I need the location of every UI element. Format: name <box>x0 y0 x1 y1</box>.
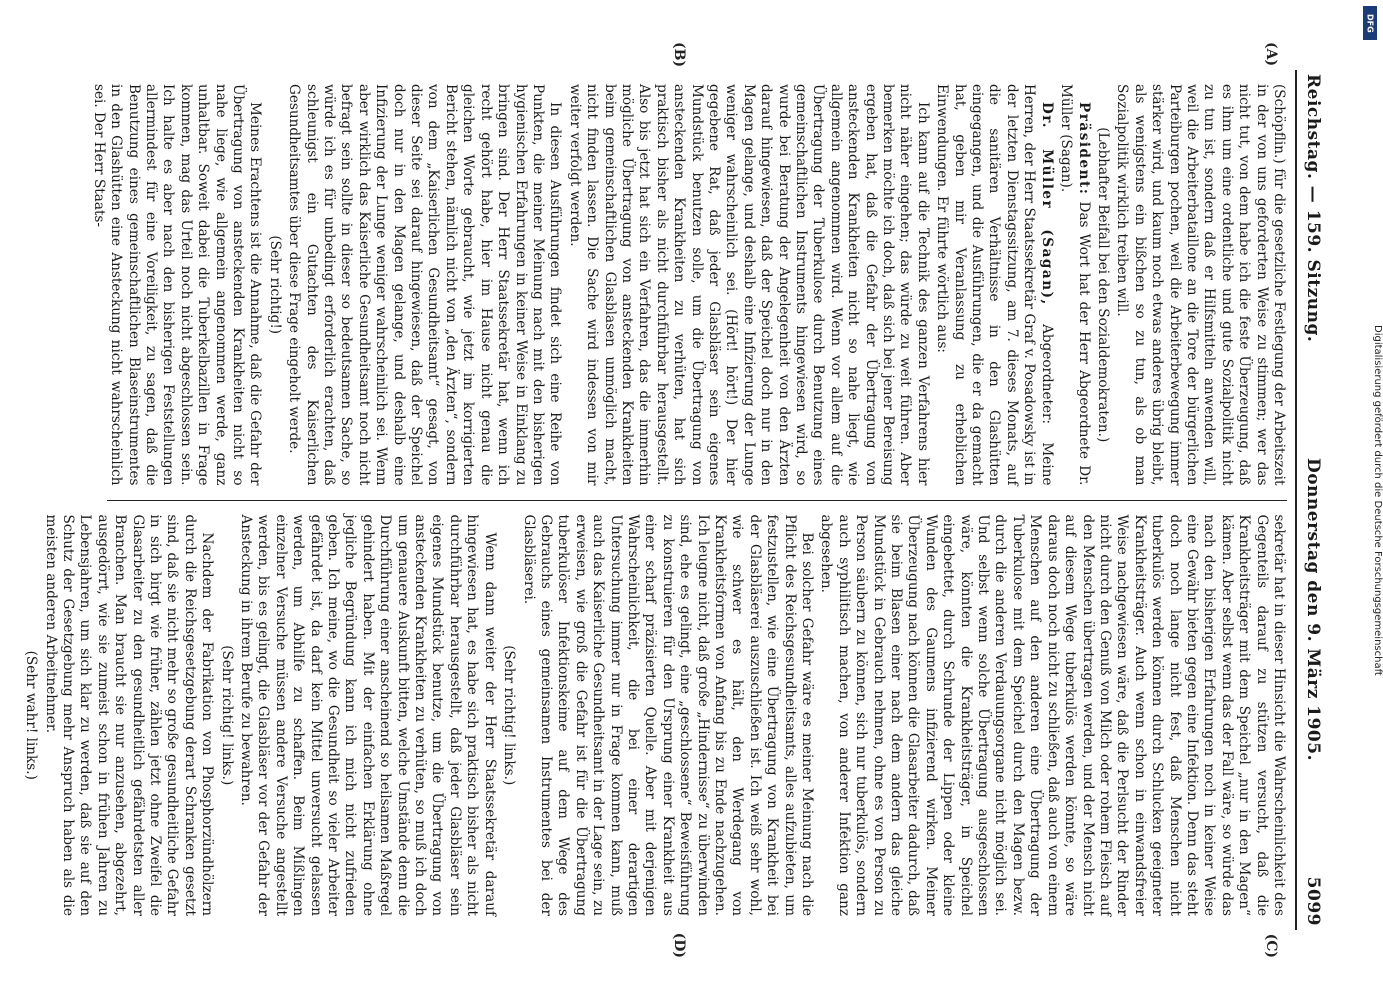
paragraph-text: Abgeordneter: Meine Herren, der Herr Staatssekretär Graf v. Posadowsky ist in der letzten Dienstagssitzung, am 7. dieses Monats, auf die sanitären Verhältnisse in den Glashütten eingegangen, und die Ausführungen, die er da gemacht hat, geben mir Veranlassung zu erheblichen Einwendungen. Er führte wörtlich aus: <box>934 84 1055 486</box>
digitization-note: Digitalisierung gefördert durch die Deutsche Forschungsgemeinschaft <box>1372 324 1383 676</box>
speaker-name: Präsident: <box>1075 102 1092 196</box>
header-date: Donnerstag den 9. März 1905. <box>1303 457 1323 762</box>
margin-letter-d: (D) <box>671 932 687 958</box>
left-column <box>90 70 1287 500</box>
right-column <box>23 500 1287 931</box>
margin-letter-b: (B) <box>671 42 687 68</box>
interjection: (Sehr wahr! links.) <box>23 650 40 780</box>
interjection: (Sehr richtig! links.) <box>218 645 235 786</box>
paragraph <box>933 84 1055 486</box>
paragraph: Wenn dann weiter der Herr Staatssekretär darauf hingewiesen hat, es habe sich praktisch bisher als nicht durchführbar herausgestellt, daß jeder Glasbläser sein eigenes Mundstück benutze, um die Übertragung von ansteckenden Krankheiten zu verhüten, so muß ich doch um genauere Auskunft bitten, welche Umstände denn die Durchführung einer anscheinend so heilsamen Maßregel gehindert haben. Mit der einfachen Erklärung ohne jegliche Begründung kann ich mich nicht zufrieden geben. Ich meine, wo die Gesundheit so vieler Arbeiter gefährdet ist, da darf kein Mittel unversucht gelassen werden, um Abhilfe zu schaffen. Beim Mißlingen einzelner Versuche müssen andere Versuche angestellt werden, bis es gelingt, die Glasbläser vor der Gefahr der Ansteckung in ihrem Berufe zu bewahren. <box>238 514 498 916</box>
paragraph: Meines Erachtens ist die Annahme, daß die Gefahr der Übertragung von ansteckenden Krankheiten nicht so nahe liege, wie allgemein angenommen werde, ganz unhaltbar. Soweit dabei die Tuberkelbazillen in Frage kommen, mag das Urteil noch nicht abgeschlossen sein. Ich halte es aber nach den bisherigen Feststellungen allermindest für eine Voreiligkeit, zu sagen, daß die Benutzung eines gemeinschaftlichen Blaseinstrumentes in den Glashütten eine Ansteckung nicht wahrscheinlich sei. Der Herr Staats- <box>90 84 264 486</box>
interjection: (Lebhafter Beifall bei den Sozialdemokraten.) <box>1094 127 1111 443</box>
speaker-name: Dr. Müller (Sagan), <box>1038 102 1055 306</box>
document-page <box>23 40 1341 960</box>
interjection: (Sehr richtig!) <box>266 235 283 335</box>
page-number: 5099 <box>1303 876 1323 926</box>
paragraph-text: Das Wort hat der Herr Abgeordnete Dr. Müller (Sagan). <box>1058 84 1092 486</box>
paragraph: sekretär hat in dieser Hinsicht die Wahrscheinlichkeit des Gegenteils darauf zu stützen versucht, daß die Krankheitsträger mit dem Speichel „nur in den Magen“ kämen. Aber selbst wenn das der Fall wäre, so würde das nach den bisherigen Erfahrungen noch in keiner Weise eine Gewähr bieten gegen eine Infektion. Denn das steht doch noch lange nicht fest, daß Menschen nicht tuberkulös werden können durch Schlucken geeigneter Krankheitsträger. Auch wenn schon in einwandsfreier Weise nachgewiesen wäre, daß die Perlsucht der Rinder nicht durch den Genuß von Milch oder rohem Fleisch auf den Menschen übertragen werden, und der Mensch nicht auf diesem Wege tuberkulös werden könnte, so wäre daraus doch noch nicht zu schließen, daß auch von einem Menschen auf den anderen eine Übertragung der Tuberkulose mit dem Speichel durch den Magen bezw. durch die anderen Verdauungsorgane nicht möglich sei. Und selbst wenn solche Übertragung ausgeschlossen wäre, könnten die Krankheitsträger, in Speichel eingebettet, durch Schrunde der Lippen oder kleine Wunden des Gaumens infizierend wirken. Meiner Überzeugung nach können die Glasarbeiter dadurch, daß sie beim Blasen einer nach dem andern das gleiche Mundstück in Gebrauch nehmen, ohne es von Person zu Person säubern zu können, sich nur tuberkulös, sondern auch syphilitisch machen, von anderer Infektion ganz abgesehen. <box>818 514 1287 916</box>
dfg-logo: DFG <box>1363 6 1377 40</box>
quotation: Ich kann auf die Technik des ganzen Verfahrens hier nicht näher eingehen; das würde zu weit führen. Aber bemerken möchte ich doch, daß sich bei jener Bereisung ergeben hat, daß die Gefahr der Übertragung von ansteckenden Krankheiten nicht so nahe liegt, wie allgemein angenommen wird. Wenn vor allem auf die Übertragung der Tuberkulose durch Benutzung eines gemeinschaftlichen Instruments hingewiesen wird, so wurde bei Beratung der Angelegenheit von den Ärzten darauf hingewiesen, daß der Speichel doch nur in den Magen gelange, und deshalb eine Infizierung der Lunge weniger wahrscheinlich sei. (Hört! hört!) Der hier gegebene Rat, daß jeder Glasbläser sein eigenes Mundstück benutzen solle, um die Übertragung von ansteckenden Krankheiten zu verhüten, hat sich praktisch bisher als nicht durchführbar herausgestellt. Also bis jetzt hat sich ein Verfahren, das die immerhin mögliche Übertragung von ansteckenden Krankheiten beim gemeinschaftlichen Glasblasen unmöglich macht, nicht finden lassen. Die Sache wird indessen von mir weiter verfolgt werden. <box>566 84 931 486</box>
page-header <box>1295 70 1323 930</box>
margin-letter-c: (C) <box>1263 933 1279 958</box>
paragraph: Bei solcher Gefahr wäre es meiner Meinung nach die Pflicht des Reichsgesundheitsamts, alles aufzubieten, um festzustellen, wie eine Übertragung von Krankheit bei der Glasbläserei auszuschließen ist. Ich weiß sehr wohl, wie schwer es hält, den Werdegang von Krankheitsformen von Anfang bis zu Ende nachzugehen. Ich leugne nicht, daß große „Hindernisse“ zu überwinden sind, ehe es gelingt, eine „geschlossene“ Beweisführung zu konstruieren für den Ursprung einer Krankheit aus einer scharf präzisierten Quelle. Aber mit derjenigen Wahrscheinlichkeit, die bei einer derartigen Untersuchung immer nur in Frage kommen kann, muß auch das Kaiserliche Gesundheitsamt in der Lage sein, zu erweisen, wie groß die Gefahr ist für die Übertragung tuberkulöser Infektionskeime auf dem Wege des Gebrauchs eines gemeinsamen Instrumentes bei der Glasbläserei. <box>520 514 816 916</box>
header-left: Reichstag. — 159. Sitzung. <box>1303 74 1323 343</box>
paragraph: Nachdem der Fabrikation von Phosphorzündhölzern durch die Reichsgesetzgebung derart Schranken gesetzt sind, daß sie nicht mehr so große gesundheitliche Gefahr in sich birgt wie früher, zählen jetzt ohne Zweifel die Glasarbeiter zu den gesundheitlich gefährdetsten aller Branchen. Man braucht sie nur anzusehen, abgezehrt, ausgedörrt, wie sie zumeist schon in frühen Jahren zu Lebensjahren, um sich klar zu werden, daß sie auf den Schutz der Gesetzgebung mehr Anspruch haben als die meisten anderen Arbeitnehmer. <box>42 514 216 916</box>
margin-letter-a: (A) <box>1263 42 1279 67</box>
paragraph: In diesen Ausführungen findet sich eine Reihe von Punkten, die meiner Meinung nach mit den bisherigen hygienischen Erfahrungen in keiner Weise in Einklang zu bringen sind. Der Herr Staatssekretär hat, wenn ich recht gehört habe, hier im Hause nicht genau die gleichen Worte gebraucht, wie jetzt im korrigierten Bericht stehen, nämlich nicht von „den Ärzten“, sondern von dem „Kaiserlichen Gesundheitsamt“ gesagt, von dieser Seite sei darauf hingewiesen, daß der Speichel doch nur in den Magen gelange, und deshalb eine Infizierung der Lunge weniger wahrscheinlich sei. Wenn aber wirklich das Kaiserliche Gesundheitsamt noch nicht befragt sein sollte in dieser so bedeutsamen Sache, so würde ich es für unbedingt erforderlich erachten, daß schleunigst ein Gutachten des Kaiserlichen Gesundheitsamtes über diese Frage eingeholt werde. <box>286 84 564 486</box>
text-columns <box>23 42 1287 958</box>
paragraph <box>1057 84 1092 486</box>
paragraph: (Schöpflin.) für die gesetzliche Festlegung der Arbeitszeit in der von uns geforderten Weise zu stimmen; wer das nicht tut, von dem habe ich die feste Überzeugung, daß es ihm um eine ordentliche und gute Sozialpolitik nicht zu tun ist, sondern daß er Hilfsmitteln anwenden will, weil die Arbeiterbataillone an die Tore der bürgerlichen Parteiburgen pochen, weil die Arbeiterbewegung immer stärker wird, und kaum noch etwas anderes übrig bleibt, als wenigstens ein bißchen so zu tun, als ob man Sozialpolitik wirklich treiben will. <box>1114 84 1287 486</box>
interjection: (Sehr richtig! links.) <box>501 645 518 786</box>
